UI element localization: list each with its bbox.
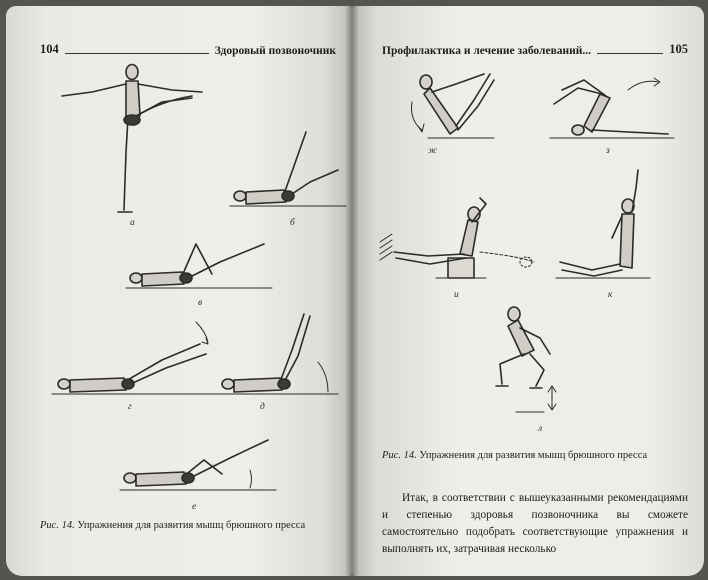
figure-label-a: а [130,218,135,228]
exercise-figure-z [548,68,676,144]
left-page-header [40,42,336,57]
figure-label-l: л [538,424,543,434]
header-rule [597,53,663,54]
exercise-figure-l [480,298,570,418]
figure-label-d: д [260,402,265,412]
book-gutter [345,6,359,576]
exercise-figure-e [118,432,278,498]
exercise-figure-i [376,192,546,292]
exercise-figure-b [228,126,348,212]
right-caption-text: Упражнения для развития мышц брюшного пресса [419,450,648,461]
left-page [6,6,352,576]
figure-label-k: к [608,290,613,300]
left-caption-prefix: Рис. 14. [40,520,75,531]
right-page-header [382,42,688,57]
figure-label-g: г [128,402,132,412]
left-page-number: 104 [40,42,59,56]
exercise-figure-d [214,306,342,402]
right-body-text [382,490,688,558]
figure-label-e: е [192,502,197,512]
figure-label-b: б [290,218,295,228]
right-caption-prefix: Рис. 14. [382,450,417,461]
figure-label-v: в [198,298,203,308]
right-running-head: Профилактика и лечение заболеваний... [382,45,592,57]
header-rule [65,53,209,54]
body-paragraph: Итак, в соответствии с вышеуказанными рекомендациями и степенью здоровья позвоночника вы сможете самостоятельно подобрать соответствующие упражнения и выполнять их, затрачивая несколько [382,492,688,555]
left-running-head: Здоровый позвоночник [214,45,336,57]
right-page [352,6,704,576]
left-figure-caption [40,520,305,531]
left-caption-text: Упражнения для развития мышц брюшного пресса [77,520,306,531]
right-figure-caption [382,450,647,461]
exercise-figure-k [552,166,652,284]
figure-label-i: и [454,290,459,300]
figure-label-zh: ж [428,146,437,156]
figure-label-z: з [606,146,610,156]
exercise-figure-a [52,60,212,220]
exercise-figure-v [124,232,274,294]
exercise-figure-g [50,320,220,400]
right-page-number: 105 [669,42,688,56]
exercise-figure-zh [404,62,504,146]
